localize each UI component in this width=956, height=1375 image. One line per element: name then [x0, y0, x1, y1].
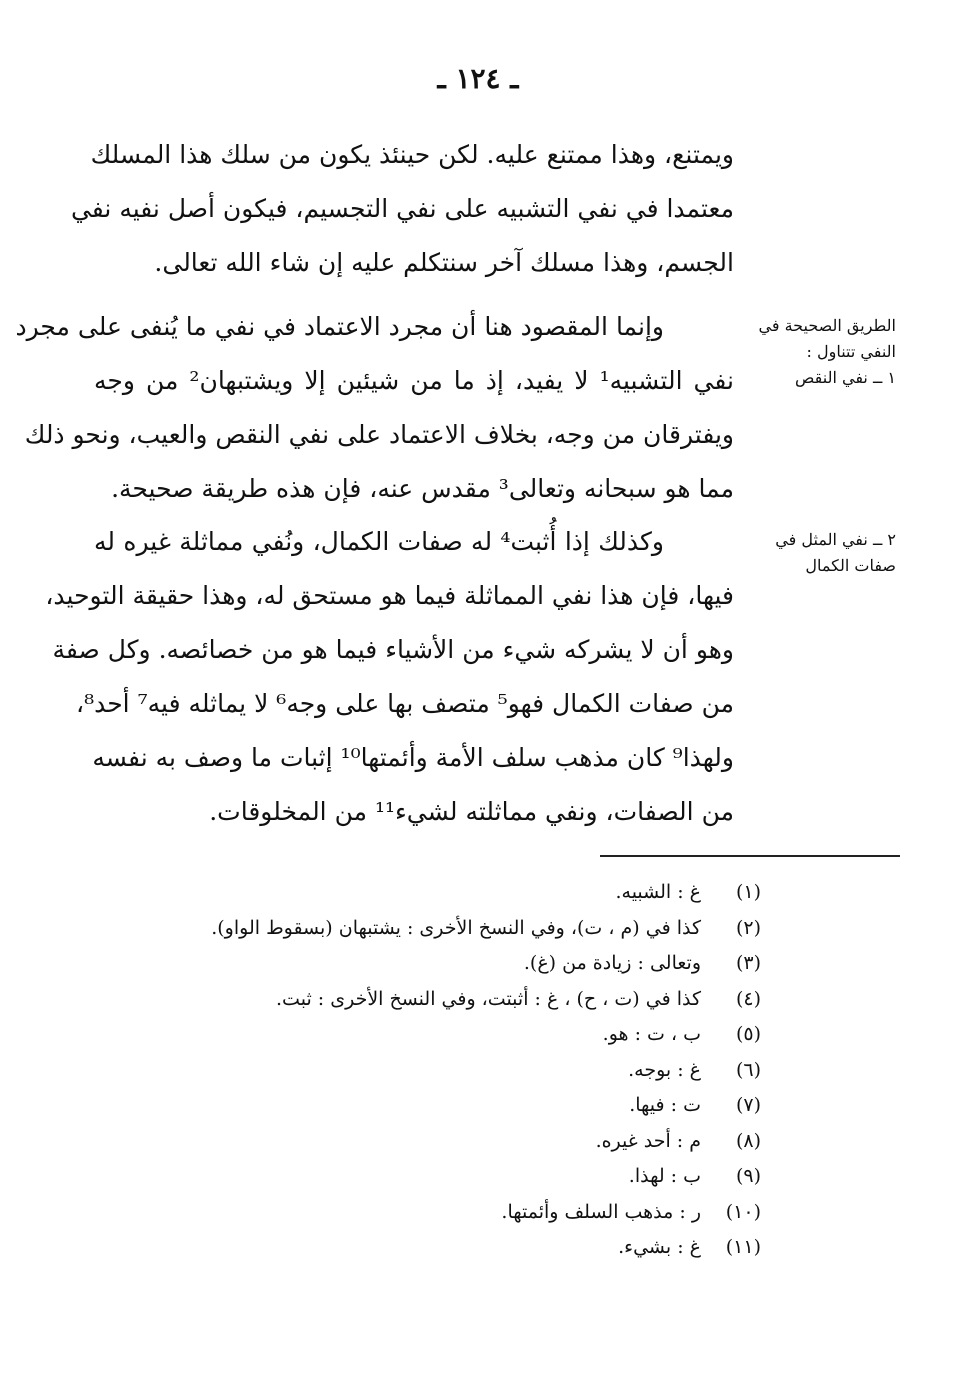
paragraph-2	[15, 300, 734, 516]
footnote-number: (٣)	[735, 952, 761, 974]
text-line: ويفترقان من وجه، بخلاف الاعتماد على نفي النقص والعيب، ونحو ذلك	[24, 420, 734, 449]
footnote	[141, 1053, 761, 1089]
footnote	[141, 1159, 761, 1195]
text-line: الجسم، وهذا مسلك آخر سنتكلم عليه إن شاء الله تعالى.	[154, 248, 734, 277]
footnote	[141, 946, 761, 982]
footnote	[141, 1230, 761, 1266]
margin-note-2	[756, 527, 896, 579]
margin-note-line: الطريق الصحيحة في	[758, 316, 896, 335]
footnote-text: ت : فيها.	[629, 1094, 701, 1116]
text-line: نفي التشبيه¹ لا يفيد، إذ ما من شيئين إلا ويشتبهان² من وجه	[94, 366, 734, 395]
footnote-text: غ : الشبيه.	[615, 881, 701, 903]
footnote-separator	[600, 855, 900, 857]
footnote-number: (٥)	[735, 1023, 761, 1045]
footnote-text: كذا في (م ، ت)، وفي النسخ الأخرى : يشتبهان (بسقوط الواو).	[211, 916, 701, 939]
text-line: من الصفات، ونفي مماثلته لشيء¹¹ من المخلوقات.	[209, 797, 734, 826]
footnote	[141, 1124, 761, 1160]
margin-note-line: ٢ ــ نفي المثل في	[775, 530, 896, 549]
footnote-text: كذا في (ت ، ح) ، غ : أثبتت، وفي النسخ الأخرى : ثبت.	[276, 987, 701, 1010]
footnote-text: ر : مذهب السلف وأئمتها.	[501, 1200, 701, 1223]
text-line: ويمتنع، وهذا ممتنع عليه. لكن حينئذ يكون من سلك هذا المسلك	[90, 140, 734, 169]
text-line: فيها، فإن هذا نفي المماثلة فيما هو مستحق له، وهذا حقيقة التوحيد،	[45, 581, 734, 610]
footnote-number: (٧)	[735, 1094, 761, 1116]
footnote-text: غ : بشيء.	[618, 1236, 701, 1258]
footnote	[141, 1088, 761, 1124]
footnotes	[141, 875, 761, 1266]
margin-note-1	[756, 313, 896, 391]
margin-note-line: صفات الكمال	[805, 556, 896, 575]
footnote-number: (٩)	[735, 1165, 761, 1187]
footnote-text: ب ، ت : هو.	[602, 1023, 701, 1045]
footnote	[141, 1017, 761, 1053]
footnote	[141, 911, 761, 947]
paragraph-3	[45, 515, 734, 839]
footnote-number: (١١)	[725, 1236, 761, 1258]
footnote-text: وتعالى : زيادة من (غ).	[523, 952, 701, 974]
page-number: ـ ١٢٤ ـ	[437, 62, 519, 95]
margin-note-line: النفي تتناول :	[806, 342, 896, 361]
footnote	[141, 982, 761, 1018]
text-line: وإنما المقصود هنا أن مجرد الاعتماد في نفي ما يُنفى على مجرد	[15, 312, 664, 341]
text-line: وهو أن لا يشركه شيء من الأشياء فيما هو من خصائصه. وكل صفة	[52, 635, 734, 664]
text-line: معتمدا في نفي التشبيه على نفي التجسيم، فيكون أصل نفيه نفي	[70, 194, 734, 223]
text-line: ولهذا⁹ كان مذهب سلف الأمة وأئمتها¹⁰ إثبات ما وصف به نفسه	[92, 743, 734, 772]
text-line: مما هو سبحانه وتعالى³ مقدس عنه، فإن هذه طريقة صحيحة.	[111, 474, 734, 503]
margin-note-line: ١ ــ نفي النقص	[795, 368, 896, 387]
footnote-text: غ : بوجه.	[628, 1058, 701, 1081]
text-line: من صفات الكمال فهو⁵ متصف بها على وجه⁶ لا يماثله فيه⁷ أحد⁸،	[76, 689, 734, 718]
footnote-number: (١٠)	[725, 1200, 761, 1223]
footnote-text: ب : لهذا.	[628, 1165, 701, 1187]
paragraph-1	[70, 128, 734, 290]
footnote-number: (٦)	[735, 1058, 761, 1081]
text-line: وكذلك إذا أُثبت⁴ له صفات الكمال، ونُفي مماثلة غيره له	[94, 527, 664, 556]
footnote-number: (٤)	[735, 987, 761, 1010]
footnote-number: (٨)	[735, 1129, 761, 1152]
footnote-number: (٢)	[735, 916, 761, 939]
footnote	[141, 875, 761, 911]
footnote	[141, 1195, 761, 1231]
footnote-text: م : أحد غيره.	[595, 1129, 701, 1152]
footnote-number: (١)	[735, 881, 761, 903]
